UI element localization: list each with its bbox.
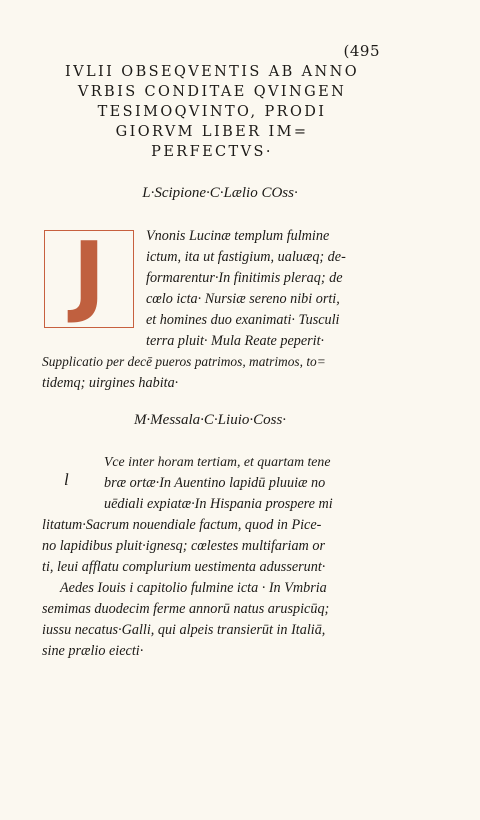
guide-letter: l (64, 470, 69, 489)
decorated-initial (44, 223, 134, 328)
book-title (40, 62, 384, 162)
section-heading-scipione-laelio: L·Scipione·C·Lælio COss· (142, 185, 298, 201)
title-line: VRBIS CONDITAE QVINGEN (77, 84, 347, 100)
text-line: Vce inter horam tertiam, et quartam tene (104, 454, 331, 469)
initial-letter: J (72, 223, 106, 326)
text-line: no lapidibus pluit·ignesq; cœlestes multifariam or (42, 538, 325, 554)
text-line: ictum, ita ut fastigium, ualuæq; de- (146, 249, 346, 265)
text-line: iussu necatus·Galli, qui alpeis transierūt in Italiā, (42, 622, 326, 638)
text-line: Vnonis Lucinæ templum fulmine (146, 228, 330, 244)
text-line: formarentur·In finitimis pleraq; de (146, 270, 343, 286)
text-line: Supplicatio per decē pueros patrimos, matrimos, to= (42, 354, 326, 369)
text-line: et homines duo exanimati· Tusculi (146, 312, 340, 328)
text-line: bræ ortæ·In Auentino lapidū pluuiæ no (104, 475, 326, 491)
text-line: litatum·Sacrum nouendiale factum, quod in Pice- (42, 517, 322, 533)
section-heading-messala-livio: M·Messala·C·Liuio·Coss· (133, 412, 287, 428)
page-number: (495 (343, 42, 380, 60)
text-line: tidemq; uirgines habita· (42, 375, 179, 391)
text-line: cœlo icta· Nursiæ sereno nibi orti, (146, 291, 340, 307)
title-line: PERFECTVS· (151, 144, 273, 160)
text-line: semimas duodecim ferme annorū natus aruspicūq; (42, 601, 330, 617)
text-line: sine prælio eiecti· (42, 643, 144, 659)
text-line: terra pluit· Mula Reate peperit· (146, 333, 325, 349)
title-line: IVLII OBSEQVENTIS AB ANNO (65, 64, 359, 80)
text-line: ti, leui afflatu complurium uestimenta adusserunt· (42, 559, 326, 575)
text-line: uēdiali expiatæ·In Hispania prospere mi (104, 496, 333, 512)
title-line: TESIMOQVINTO, PRODI (97, 104, 327, 120)
text-line: Aedes Iouis i capitolio fulmine icta · In Vmbria (60, 580, 327, 596)
title-line: GIORVM LIBER IM= (115, 124, 309, 140)
